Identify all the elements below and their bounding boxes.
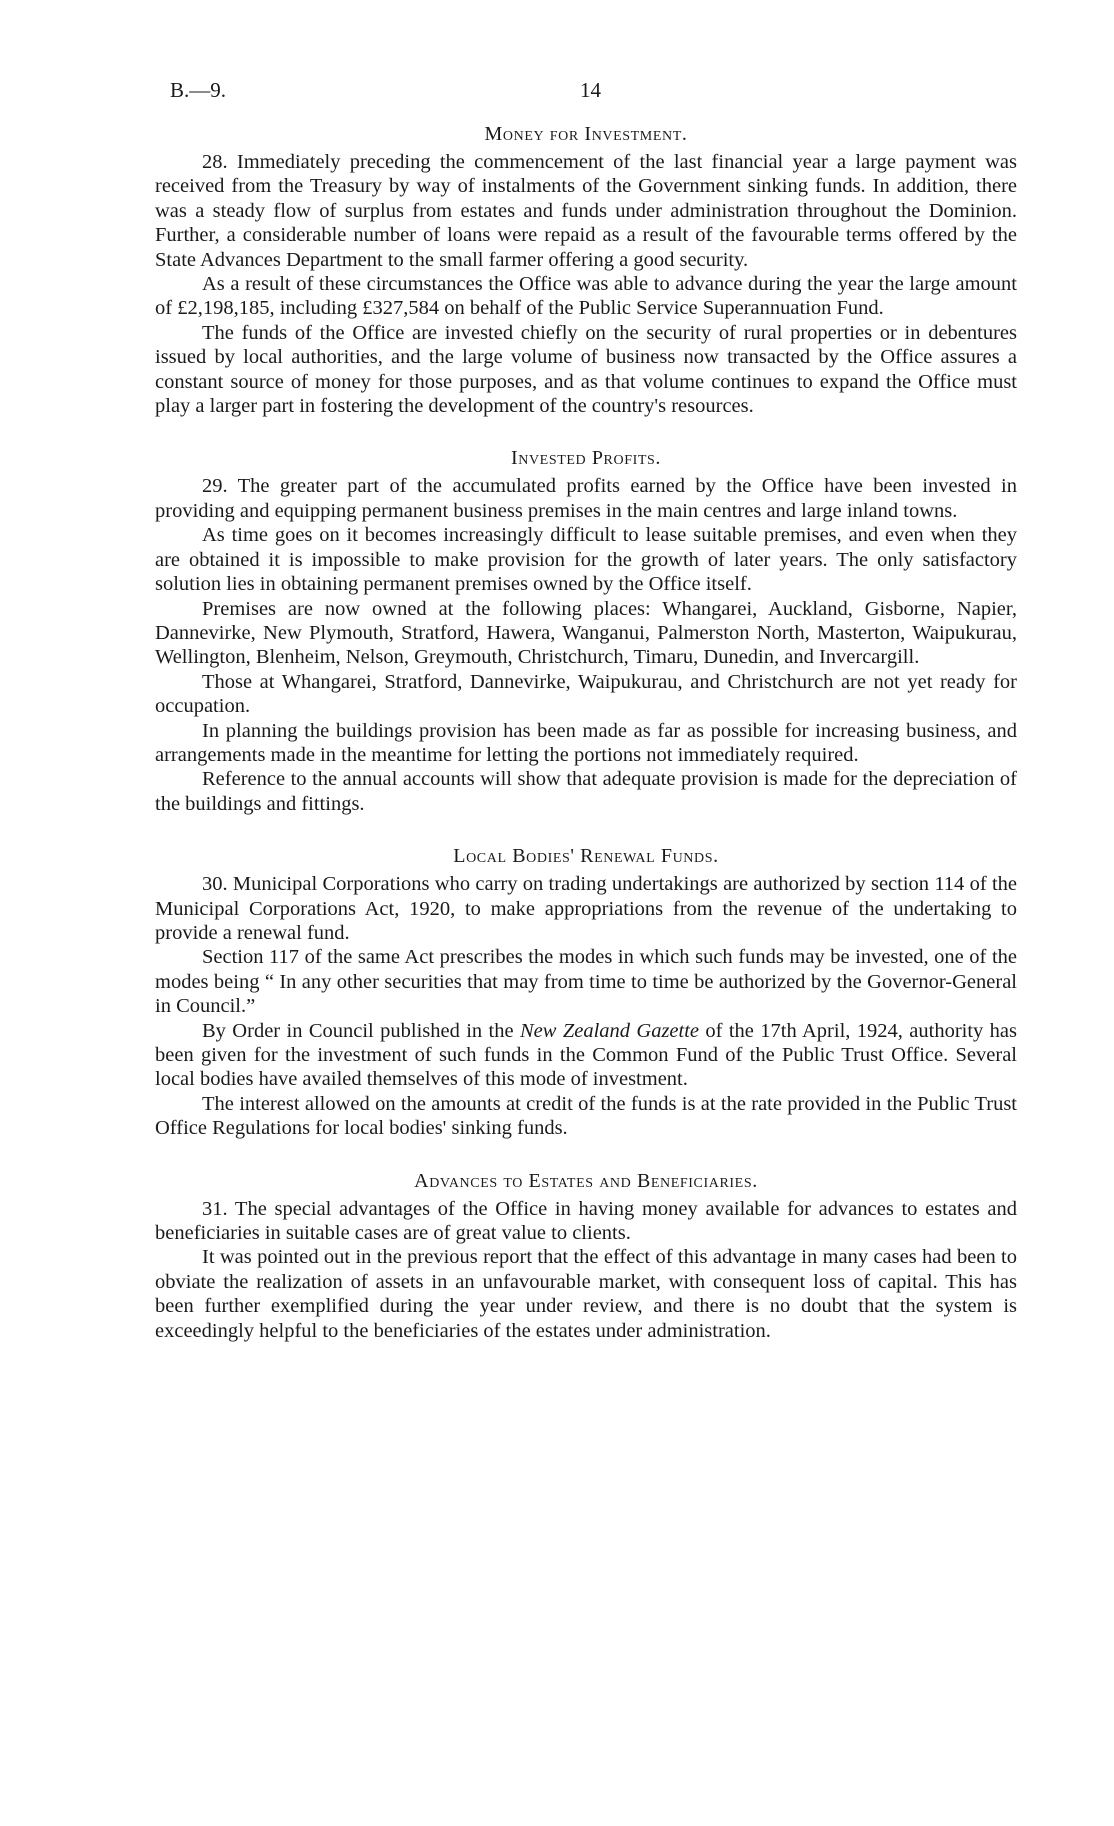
paragraph: Section 117 of the same Act prescribes the modes in which such funds may be invested, one of the modes being “ In any other securities that may from time to time be authorized by the Governor-General in Council.” bbox=[155, 946, 1017, 1018]
paragraph: 31. The special advantages of the Office in having money available for advances to estates and beneficiaries in suitable cases are of great value to clients. bbox=[155, 1197, 1017, 1245]
paragraph: The interest allowed on the amounts at credit of the funds is at the rate provided in the Public Trust Office Regulations for local bodies' sinking funds. bbox=[155, 1092, 1017, 1140]
section-title-advances-to-estates: Advances to Estates and Beneficiaries. bbox=[414, 1169, 758, 1192]
document-body bbox=[155, 122, 1017, 1343]
text-run: of the 17th April, 1924, authority has been given for the investment of such funds in the Common Fund of the Public Trust Office. Several local bodies have availed themselves of this mode of investment. bbox=[155, 1019, 1017, 1091]
page-header bbox=[170, 78, 950, 108]
paragraph: 29. The greater part of the accumulated profits earned by the Office have been invested in providing and equipping permanent business premises in the main centres and large inland towns. bbox=[155, 475, 1017, 522]
section-title-money-for-investment: Money for Investment. bbox=[484, 123, 688, 145]
report-reference: B.—9. bbox=[170, 78, 227, 102]
paragraph: As time goes on it becomes increasingly difficult to lease suitable premises, and even when they are obtained it is impossible to make provision for the growth of later years. The only satisfactory solution lies in obtaining permanent premises owned by the Office itself. bbox=[155, 524, 1017, 596]
section-title-local-bodies-renewal-funds: Local Bodies' Renewal Funds. bbox=[453, 845, 719, 868]
paragraph: 28. Immediately preceding the commencement of the last financial year a large payment was received from the Treasury by way of instalments of the Government sinking funds. In addition, there was a steady flow of surplus from estates and funds under administration throughout the Dominion. Further, a considerable number of loans were repaid as a result of the favourable terms offered by the State Advances Department to the small farmer offering a good security. bbox=[155, 151, 1017, 271]
text-run: By Order in Council published in the bbox=[202, 1019, 520, 1042]
paragraph: It was pointed out in the previous report that the effect of this advantage in many cases had been to obviate the realization of assets in an unfavourable market, with consequent loss of capital. This has been further exemplified during the year under review, and there is no doubt that the system is exceedingly helpful to the beneficiaries of the estates under administration. bbox=[155, 1246, 1017, 1342]
paragraph: 30. Municipal Corporations who carry on trading undertakings are authorized by section 114 of the Municipal Corporations Act, 1920, to make appropriations from the revenue of the undertaking to provide a renewal fund. bbox=[155, 873, 1017, 944]
paragraph-gazette bbox=[155, 1019, 1017, 1092]
paragraph: As a result of these circumstances the Office was able to advance during the year the large amount of £2,198,185, including £327,584 on behalf of the Public Service Superannuation Fund. bbox=[155, 273, 1017, 320]
section-title-invested-profits: Invested Profits. bbox=[511, 447, 661, 470]
paragraph: Reference to the annual accounts will show that adequate provision is made for the depreciation of the buildings and fittings. bbox=[155, 768, 1017, 815]
paragraph: The funds of the Office are invested chiefly on the security of rural properties or in debentures issued by local authorities, and the large volume of business now transacted by the Office assures a constant source of money for those purposes, and as that volume continues to expand the Office must play a larger part in fostering the development of the country's resources. bbox=[155, 321, 1017, 418]
page-number: 14 bbox=[580, 78, 601, 102]
paragraph: Premises are now owned at the following places: Whangarei, Auckland, Gisborne, Napier, Dannevirke, New Plymouth, Stratford, Hawera, Wanganui, Palmerston North, Masterton, Waipukurau, Wellington, Blenheim, Nelson, Greymouth, Christchurch, Timaru, Dunedin, and Invercargill. bbox=[155, 597, 1017, 669]
gazette-title: New Zealand Gazette bbox=[519, 1019, 700, 1042]
paragraph: Those at Whangarei, Stratford, Dannevirke, Waipukurau, and Christchurch are not yet ready for occupation. bbox=[155, 670, 1017, 718]
paragraph: In planning the buildings provision has been made as far as possible for increasing business, and arrangements made in the meantime for letting the portions not immediately required. bbox=[155, 719, 1017, 766]
